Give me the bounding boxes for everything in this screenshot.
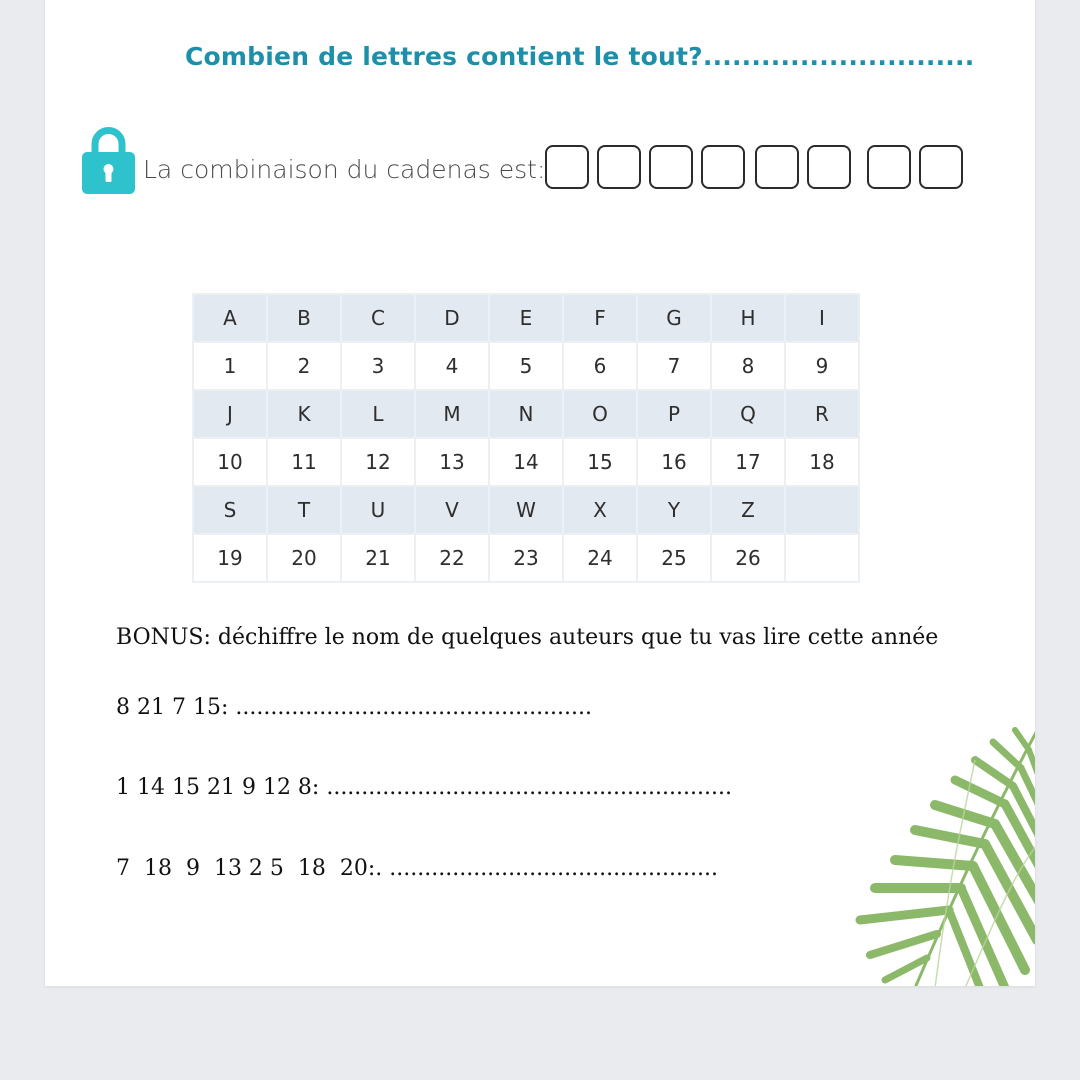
code-line-2: 1 14 15 21 9 12 8: .......................................................... bbox=[116, 775, 732, 800]
letter-cell: A bbox=[193, 294, 267, 342]
number-cell: 16 bbox=[637, 438, 711, 486]
number-cell: 7 bbox=[637, 342, 711, 390]
number-cell: 11 bbox=[267, 438, 341, 486]
number-row bbox=[193, 534, 859, 582]
letter-count-question: Combien de lettres contient le tout?............................ bbox=[185, 42, 975, 71]
letter-row bbox=[193, 486, 859, 534]
number-cell: 6 bbox=[563, 342, 637, 390]
number-cell: 9 bbox=[785, 342, 859, 390]
combination-digit-box[interactable] bbox=[545, 145, 589, 189]
letter-cell: Z bbox=[711, 486, 785, 534]
number-cell: 22 bbox=[415, 534, 489, 582]
code-line-1: 8 21 7 15: ................................................... bbox=[116, 695, 593, 720]
letter-cell: D bbox=[415, 294, 489, 342]
number-cell: 2 bbox=[267, 342, 341, 390]
number-cell: 25 bbox=[637, 534, 711, 582]
letter-cell: K bbox=[267, 390, 341, 438]
number-cell bbox=[785, 534, 859, 582]
number-row bbox=[193, 342, 859, 390]
combination-digit-box[interactable] bbox=[919, 145, 963, 189]
letter-cell: F bbox=[563, 294, 637, 342]
letter-cell: C bbox=[341, 294, 415, 342]
number-cell: 1 bbox=[193, 342, 267, 390]
padlock-icon bbox=[82, 124, 135, 194]
combination-digit-box[interactable] bbox=[701, 145, 745, 189]
number-cell: 4 bbox=[415, 342, 489, 390]
letter-cell: R bbox=[785, 390, 859, 438]
number-cell: 18 bbox=[785, 438, 859, 486]
letter-cell: G bbox=[637, 294, 711, 342]
letter-cell: Q bbox=[711, 390, 785, 438]
number-cell: 14 bbox=[489, 438, 563, 486]
number-cell: 5 bbox=[489, 342, 563, 390]
letter-cell: H bbox=[711, 294, 785, 342]
number-cell: 24 bbox=[563, 534, 637, 582]
number-cell: 8 bbox=[711, 342, 785, 390]
combination-digit-box[interactable] bbox=[807, 145, 851, 189]
number-cell: 10 bbox=[193, 438, 267, 486]
combination-digit-box[interactable] bbox=[649, 145, 693, 189]
letter-cell: W bbox=[489, 486, 563, 534]
number-cell: 20 bbox=[267, 534, 341, 582]
number-cell: 21 bbox=[341, 534, 415, 582]
number-cell: 15 bbox=[563, 438, 637, 486]
letter-cell: B bbox=[267, 294, 341, 342]
letter-row bbox=[193, 294, 859, 342]
letter-cell: N bbox=[489, 390, 563, 438]
letter-cell: I bbox=[785, 294, 859, 342]
number-cell: 19 bbox=[193, 534, 267, 582]
number-cell: 12 bbox=[341, 438, 415, 486]
combination-digit-box[interactable] bbox=[755, 145, 799, 189]
letter-cell: P bbox=[637, 390, 711, 438]
letter-cell: M bbox=[415, 390, 489, 438]
letter-cell: J bbox=[193, 390, 267, 438]
worksheet-page bbox=[45, 0, 1035, 986]
letter-row bbox=[193, 390, 859, 438]
letter-cell bbox=[785, 486, 859, 534]
alphabet-cipher-table bbox=[192, 293, 860, 583]
letter-cell: S bbox=[193, 486, 267, 534]
combination-label: La combinaison du cadenas est: bbox=[143, 155, 546, 184]
letter-cell: X bbox=[563, 486, 637, 534]
number-cell: 13 bbox=[415, 438, 489, 486]
bonus-title: BONUS: déchiffre le nom de quelques auteurs que tu vas lire cette année bbox=[116, 625, 939, 650]
letter-cell: U bbox=[341, 486, 415, 534]
letter-cell: O bbox=[563, 390, 637, 438]
letter-cell: T bbox=[267, 486, 341, 534]
letter-cell: E bbox=[489, 294, 563, 342]
letter-cell: V bbox=[415, 486, 489, 534]
number-cell: 23 bbox=[489, 534, 563, 582]
number-cell: 3 bbox=[341, 342, 415, 390]
letter-cell: Y bbox=[637, 486, 711, 534]
letter-cell: L bbox=[341, 390, 415, 438]
code-line-3: 7 18 9 13 2 5 18 20:. ............................................... bbox=[116, 856, 718, 881]
number-cell: 26 bbox=[711, 534, 785, 582]
number-cell: 17 bbox=[711, 438, 785, 486]
combination-digit-box[interactable] bbox=[867, 145, 911, 189]
number-row bbox=[193, 438, 859, 486]
combination-digit-box[interactable] bbox=[597, 145, 641, 189]
palm-leaf-decoration bbox=[815, 720, 1035, 986]
